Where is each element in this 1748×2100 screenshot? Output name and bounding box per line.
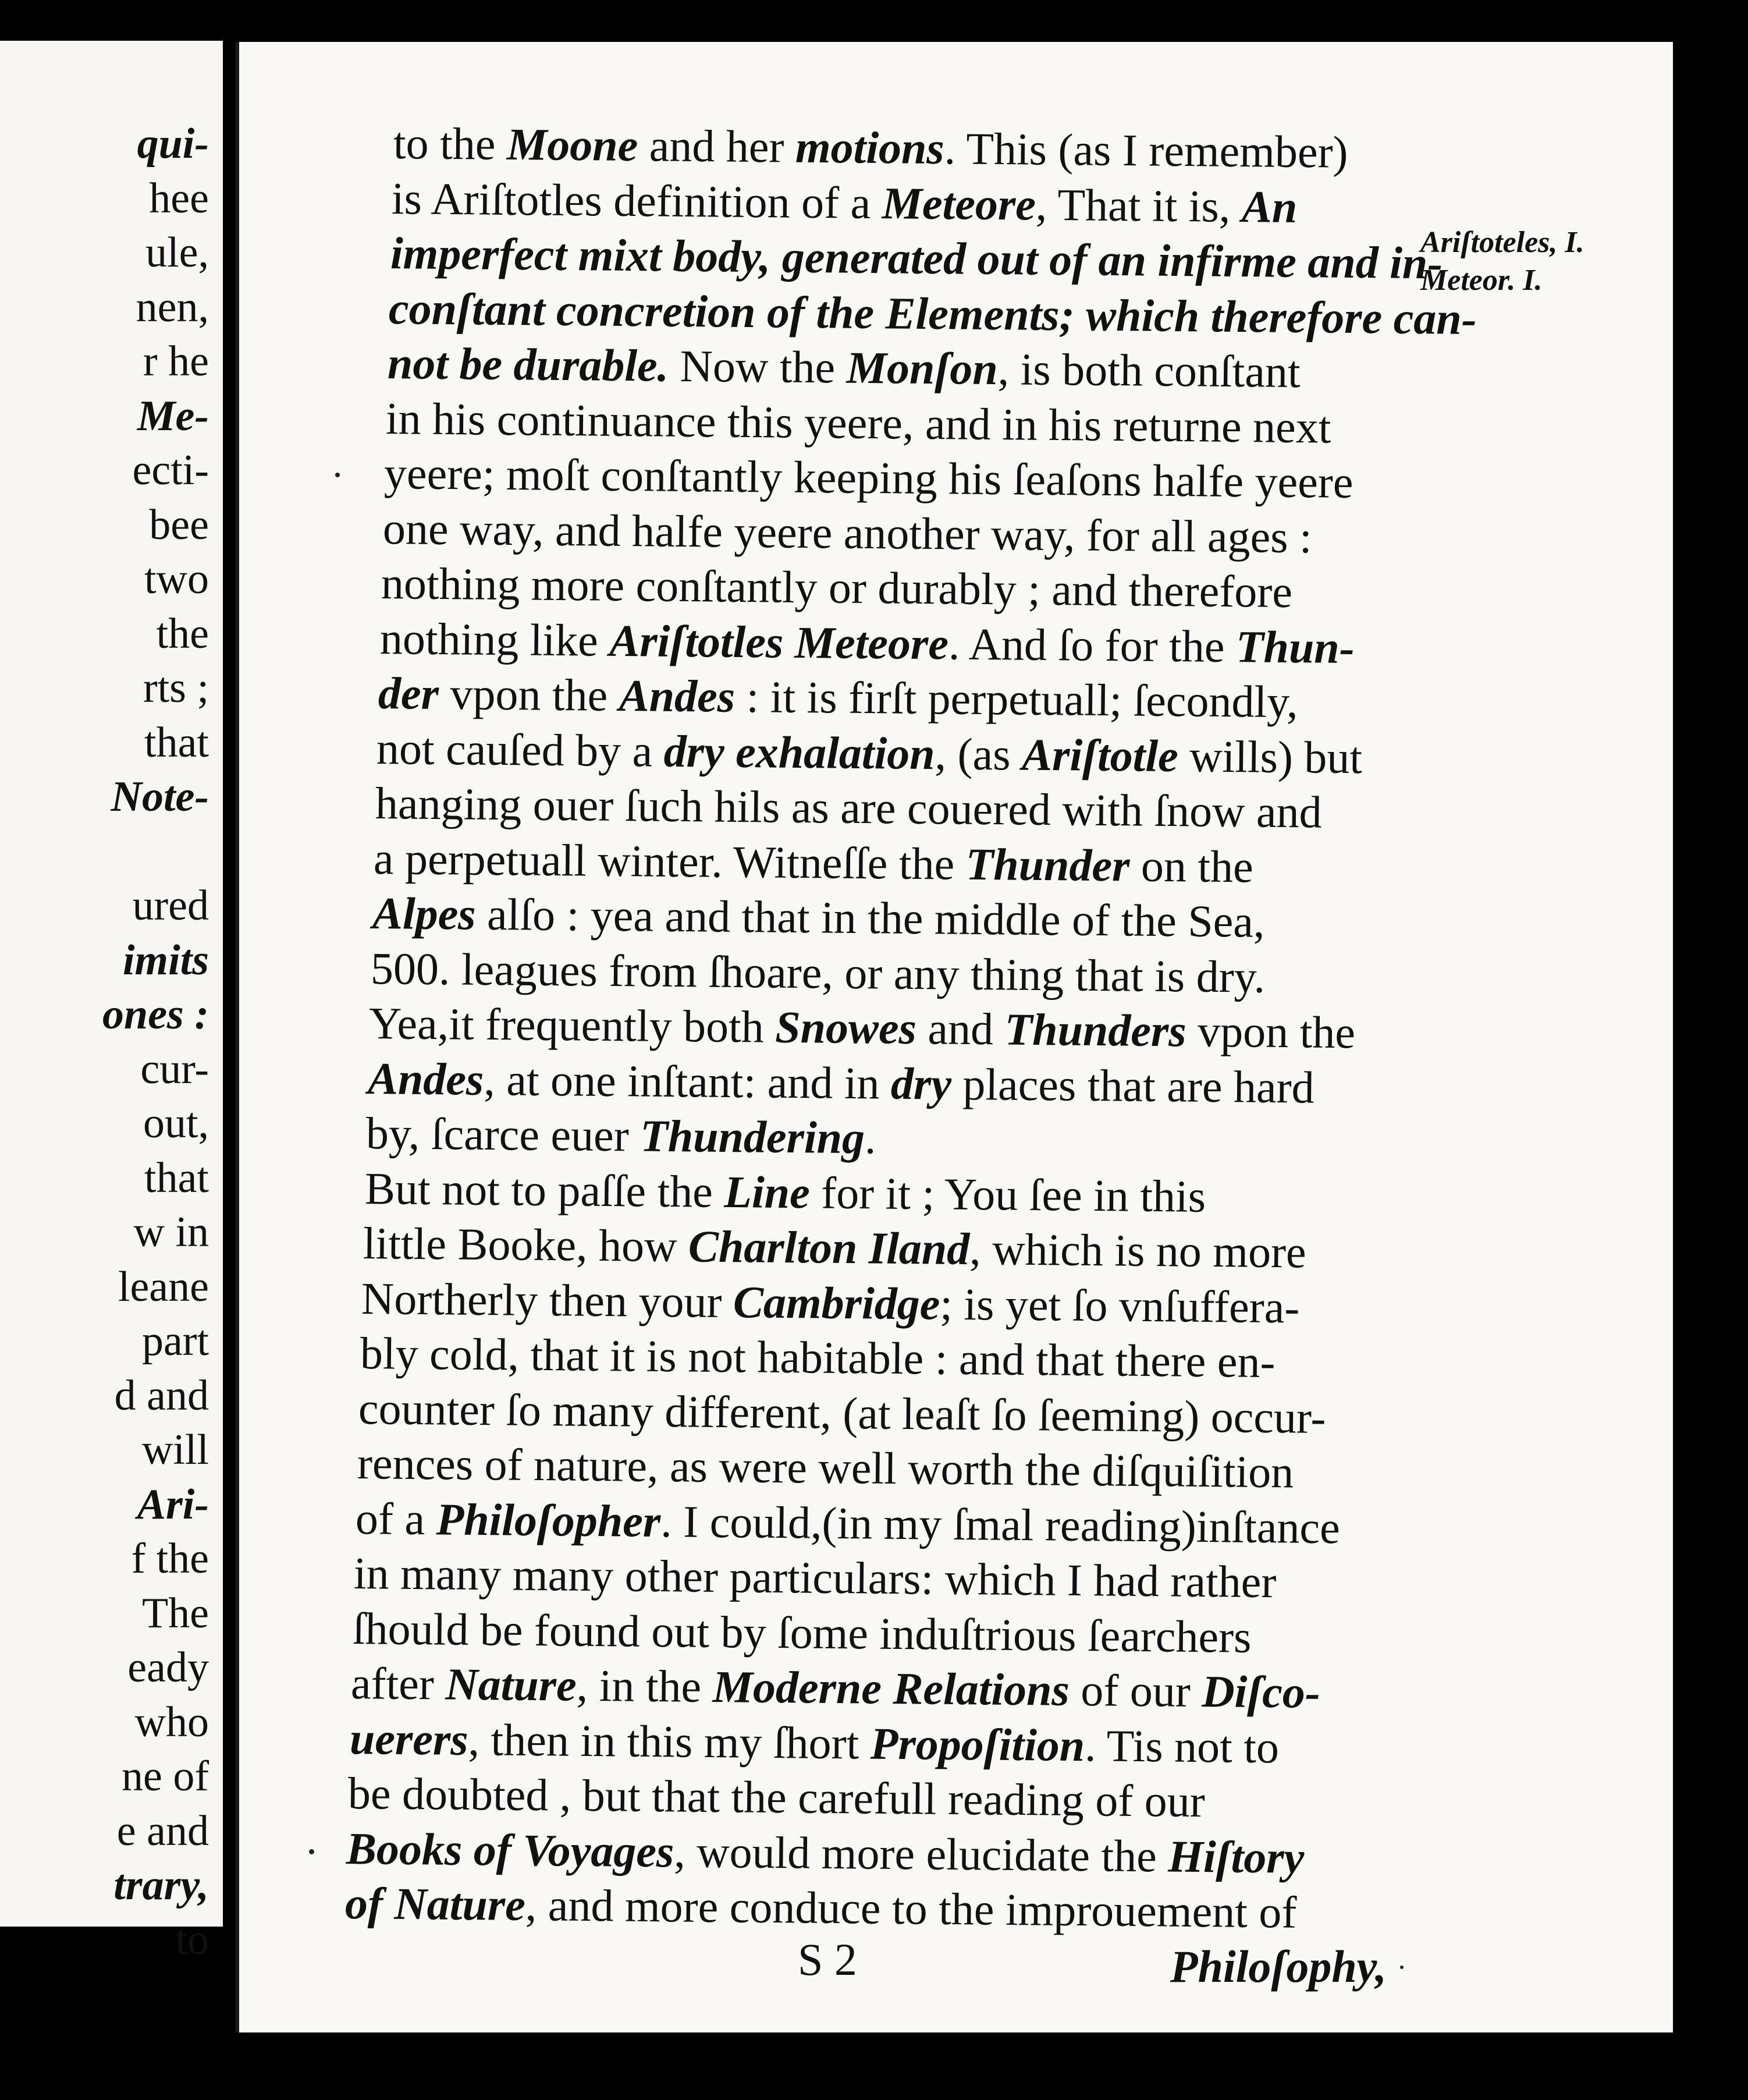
left-page-fragment: d and (114, 1371, 209, 1420)
text-run: yeere; moſt conſtantly keeping his ſeaſons halfe yeere (383, 448, 1354, 508)
text-run: to the (393, 118, 507, 169)
text-line (381, 558, 1293, 618)
text-run: wills) but (1178, 730, 1363, 783)
text-line (352, 1602, 1252, 1662)
left-page-fragment: Ari- (137, 1480, 209, 1528)
italic-run: Alpes (372, 888, 476, 939)
text-run: of our (1069, 1664, 1202, 1717)
italic-run: der (378, 668, 439, 719)
italic-run: Hiſtory (1168, 1831, 1305, 1883)
left-page-fragment: cur- (140, 1045, 209, 1093)
text-line (370, 942, 1266, 1002)
text-line (385, 392, 1331, 453)
text-line (355, 1492, 1341, 1553)
left-page-fragment: trary, (113, 1861, 209, 1909)
text-run: a perpetuall winter. Witneſſe the (373, 832, 967, 889)
left-page-fragment: ured (132, 882, 209, 930)
ink-speck (335, 473, 340, 477)
text-run: in many many other particulars: which I had rather (353, 1548, 1277, 1608)
ink-speck (309, 1849, 314, 1854)
marginal-note: Ariſtoteles, I. (1420, 226, 1584, 259)
left-page-fragment: who (134, 1698, 209, 1746)
text-run: hanging ouer ſuch hils as are couered with ſnow and (375, 778, 1322, 838)
text-run: and her (637, 120, 796, 172)
text-line (372, 888, 1265, 947)
italic-run: Nature (445, 1658, 577, 1711)
italic-run: Moone (506, 118, 638, 171)
text-line (349, 1712, 1280, 1772)
text-run: . Tis not to (1084, 1719, 1280, 1772)
text-line (347, 1768, 1206, 1827)
text-run: ſhould be found out by ſome induſtrious ſearchers (352, 1602, 1252, 1662)
left-page-fragment: Me- (137, 392, 209, 440)
left-page-fragment: out, (143, 1099, 209, 1147)
text-line (382, 502, 1312, 562)
text-run: by, ſcarce euer (365, 1108, 641, 1161)
italic-run: Andes (367, 1052, 484, 1105)
text-run: , and more conduce to the improuement of (525, 1879, 1297, 1938)
italic-run: Line (723, 1166, 810, 1218)
italic-run: dry (890, 1058, 952, 1109)
text-run: . And ſo for the (948, 618, 1236, 672)
text-run: on the (1129, 839, 1254, 892)
left-page-fragment: imits (122, 936, 209, 984)
text-run: . (864, 1112, 877, 1163)
left-page-fragment: The (141, 1589, 209, 1637)
text-line (361, 1272, 1301, 1332)
text-run: bly cold, that it is not habitable : and that there en- (360, 1328, 1276, 1388)
italic-run: uerers (349, 1712, 468, 1765)
text-run: vpon the (1186, 1005, 1356, 1058)
text-line (391, 172, 1298, 232)
left-page-fragment: hee (149, 174, 209, 222)
text-line (358, 1382, 1327, 1443)
italic-run: Thunders (1004, 1003, 1187, 1056)
text-line (383, 448, 1354, 508)
left-page-fragment: the (156, 609, 209, 658)
text-run: Yea,it frequently both (368, 998, 776, 1052)
italic-run: Ariſtotle (1022, 729, 1179, 781)
text-run: is Ariſtotles definition of a (391, 172, 883, 228)
italic-run: Thun- (1235, 620, 1355, 673)
left-page-fragment: ne of (122, 1753, 209, 1800)
text-line (390, 228, 1443, 289)
italic-run: Charlton Iland (688, 1221, 970, 1275)
catchword: Philoſophy, (1170, 1941, 1387, 1992)
left-page-fragment: ones : (102, 991, 209, 1038)
text-run: little Booke, how (363, 1218, 689, 1272)
left-page-fragment: rts ; (143, 664, 209, 712)
text-line (350, 1658, 1321, 1718)
text-run: places that are hard (951, 1058, 1314, 1113)
text-run: But not to paſſe the (364, 1162, 724, 1217)
left-page-fragment: ule, (145, 229, 209, 276)
text-run: , which is no more (969, 1223, 1307, 1278)
text-run: in his continuance this yeere, and in his returne next (385, 392, 1331, 453)
italic-run: Ariſtotles Meteore (609, 615, 949, 669)
left-page-fragment: Note- (111, 773, 209, 821)
text-run: Now the (668, 340, 847, 393)
italic-run: of Nature (344, 1878, 526, 1930)
left-page-fragment: r he (143, 338, 209, 385)
italic-run: Cambridge (733, 1276, 941, 1329)
text-line (367, 1052, 1314, 1113)
text-run: after (350, 1658, 446, 1709)
left-page-fragment: w in (133, 1208, 209, 1256)
italic-run: Moderne Relations (712, 1661, 1070, 1715)
italic-run: not be durable. (387, 338, 669, 391)
italic-run: dry exhalation (663, 725, 936, 779)
italic-run: Monſon (845, 342, 998, 395)
text-run: be doubted , but that the carefull reading of our (347, 1768, 1206, 1827)
text-run: . This (as I remember) (944, 123, 1348, 178)
text-run: not cauſed by a (376, 722, 665, 776)
left-page-fragment: that (144, 1154, 209, 1202)
text-run: and (916, 1003, 1006, 1055)
italic-run: An (1241, 180, 1298, 232)
italic-run: imperfect mixt body, generated out of an infirme and in- (390, 228, 1443, 289)
marginal-note: Meteor. I. (1420, 264, 1543, 297)
text-line (346, 1822, 1305, 1883)
left-page-fragment: that (144, 718, 209, 767)
text-run: ; is yet ſo vnſuffera- (940, 1278, 1301, 1332)
text-run: , in the (576, 1659, 713, 1712)
left-page-fragment: f the (131, 1535, 209, 1583)
text-run: , at one inſtant: and in (483, 1053, 891, 1109)
text-run: , would more elucidate the (674, 1825, 1169, 1882)
text-line (388, 282, 1477, 344)
italic-run: conſtant concretion of the Elements; which therefore can- (388, 282, 1477, 344)
left-page-fragment: qui- (137, 120, 209, 168)
book-page (236, 42, 1673, 2032)
left-page-fragment: nen, (136, 283, 209, 331)
text-line (344, 1878, 1297, 1938)
text-line (365, 1108, 877, 1163)
text-run: alſo : yea and that in the middle of the Sea, (475, 888, 1265, 947)
text-line (393, 118, 1348, 178)
text-line (357, 1438, 1294, 1498)
text-run: of a (355, 1492, 437, 1544)
text-line (363, 1218, 1307, 1278)
italic-run: Propoſition (869, 1718, 1085, 1771)
text-run: , then in this my ſhort (467, 1714, 871, 1769)
text-line (360, 1328, 1276, 1388)
text-run: , is both conſtant (997, 343, 1301, 398)
text-line (368, 998, 1356, 1058)
left-page-fragment: e and (116, 1807, 209, 1855)
left-page-fragment: to (175, 1915, 209, 1964)
text-line (376, 722, 1363, 783)
text-run: 500. leagues from ſhoare, or any thing that is dry. (370, 942, 1266, 1002)
italic-run: motions (795, 121, 945, 174)
italic-run: Diſco- (1202, 1666, 1321, 1718)
text-run: rences of nature, as were well worth the diſquiſition (357, 1438, 1294, 1498)
text-run: nothing more conſtantly or durably ; and therefore (381, 558, 1293, 618)
left-page-fragment: two (144, 555, 209, 603)
left-page-fragment: part (141, 1317, 209, 1365)
left-page-fragment: ecti- (132, 446, 209, 494)
text-run: vpon the (438, 668, 620, 721)
ink-speck (1400, 1966, 1404, 1969)
text-run: nothing like (379, 612, 610, 666)
text-run: : it is firſt perpetuall; ſecondly, (734, 671, 1299, 728)
text-line (375, 778, 1322, 838)
text-line (378, 668, 1299, 728)
left-page-fragment: bee (149, 501, 209, 549)
text-run: , That it is, (1035, 179, 1242, 232)
text-run: . I could,(in my ſmal reading)inſtance (660, 1495, 1341, 1553)
text-run: for it ; You ſee in this (809, 1166, 1206, 1222)
left-page-fragment: will (141, 1426, 209, 1474)
previous-page-edge (0, 41, 223, 1964)
left-page-fragment: leane (118, 1262, 209, 1311)
text-line (379, 612, 1355, 673)
italic-run: Andes (619, 669, 736, 722)
text-line (373, 832, 1254, 892)
text-run: , (as (935, 728, 1022, 780)
text-line (353, 1548, 1277, 1608)
text-run: one way, and halfe yeere another way, for all ages : (382, 502, 1312, 562)
text-run: Northerly then your (361, 1272, 734, 1327)
italic-run: Thunder (965, 838, 1131, 891)
italic-run: Books of Voyages (346, 1822, 675, 1876)
text-line (387, 338, 1301, 398)
text-run: counter ſo many different, (at leaſt ſo ſeeming) occur- (358, 1382, 1327, 1443)
left-page-fragment: eady (127, 1644, 209, 1691)
italic-run: Meteore (882, 177, 1036, 230)
italic-run: Thundering (640, 1110, 865, 1163)
text-line (364, 1162, 1206, 1222)
italic-run: Snowes (775, 1001, 917, 1054)
italic-run: Philoſopher (436, 1493, 661, 1546)
signature-mark: S 2 (798, 1934, 857, 1985)
